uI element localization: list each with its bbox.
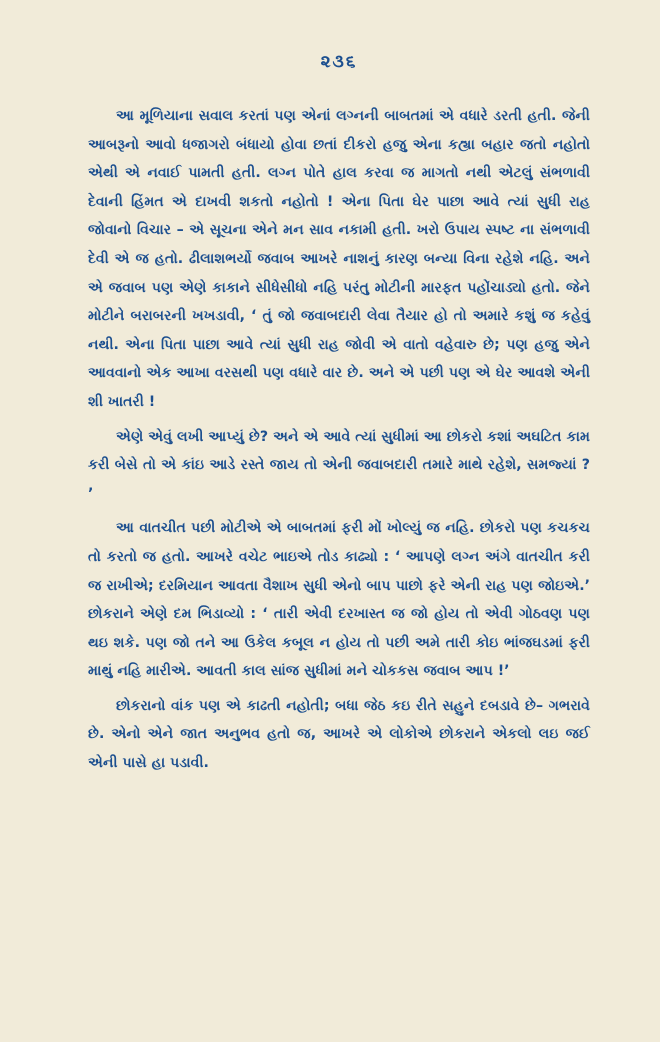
paragraph: છોકરાનો વાંક પણ એ કાઢતી નહોતી; બધા જેઠ કઇ રીતે સહુને દબડાવે છે– ગભરાવે છે. એનો એને જાત અનુભવ હતો જ, આખરે એ લોકોએ છોકરાને એકલો લઇ જઈ એની પાસે હા પડાવી. — [88, 697, 590, 772]
paragraph: આ વાતચીત પછી મોટીએ એ બાબતમાં ફરી મોં ખોલ્યું જ નહિ. છોકરો પણ કચકચ તો કરતો જ હતો. આખરે વચેટ ભાઇએ તોડ કાઢ્યો : ‘ આપણે લગ્ન અંગે વાતચીત કરી જ રાખીએ; દરમિયાન આવતા વૈશાખ સુધી એનો બાપ પાછો ફરે એની રાહ પણ જોઇએ.’ છોકરાને એણે દમ ભિડાવ્યો : ‘ તારી એવી દરખાસ્ત જ જો હોય તો એવી ગોઠવણ પણ થઇ શકે. પણ જો તને આ ઉકેલ કબૂલ ન હોય તો પછી અમે તારી કોઇ ભાંજઘડમાં ફરી માથું નહિ મારીએ. આવતી કાલ સાંજ સુધીમાં મને ચોકકસ જવાબ આપ !’ — [88, 520, 590, 680]
body-text — [88, 102, 590, 778]
paragraph: આ મૂળિયાના સવાલ કરતાં પણ એનાં લગ્નની બાબતમાં એ વધારે ડરતી હતી. જેની આબરૂનો આવો ધજાગરો બંધાયો હોવા છતાં દીકરો હજુ એના કહ્યા બહાર જતો નહોતો એથી એ નવાઈ પામતી હતી. લગ્ન પોતે હાલ કરવા જ માગતો નથી એટલું સંભળાવી દેવાની હિંમત એ દાખવી શકતો નહોતો ! એના પિતા ઘેર પાછા આવે ત્યાં સુધી રાહ જોવાનો વિચાર – એ સૂચના એને મન સાવ નકામી હતી. ખરો ઉપાય સ્પષ્ટ ના સંભળાવી દેવી એ જ હતો. ઢીલાશભર્યો જવાબ આખરે નાશનું કારણ બન્યા વિના રહેશે નહિ. અને એ જવાબ પણ એણે કાકાને સીધેસીધો નહિ પરંતુ મોટીની મારફત પહોંચાડ્યો હતો. જેને મોટીને બરાબરની ખખડાવી, ‘ તું જો જવાબદારી લેવા તૈયાર હો તો અમારે કશું જ કહેવું નથી. એના પિતા પાછા આવે ત્યાં સુધી રાહ જોવી એ વાતો વહેવારુ છે; પણ હજુ એને આવવાનો એક આખા વરસથી પણ વધારે વાર છે. અને એ પછી પણ એ ઘેર આવશે એની શી ખાતરી ! — [88, 108, 590, 410]
paragraph: એણે એવું લખી આપ્યું છે? અને એ આવે ત્યાં સુધીમાં આ છોકરો કશાં અઘટિત કામ કરી બેસે તો એ કાંઇ આડે રસ્તે જાય તો એની જવાબદારી તમારે માથે રહેશે, સમજ્યાં ? ’ — [88, 428, 590, 502]
page-number: ૨૩૬ — [320, 52, 358, 72]
